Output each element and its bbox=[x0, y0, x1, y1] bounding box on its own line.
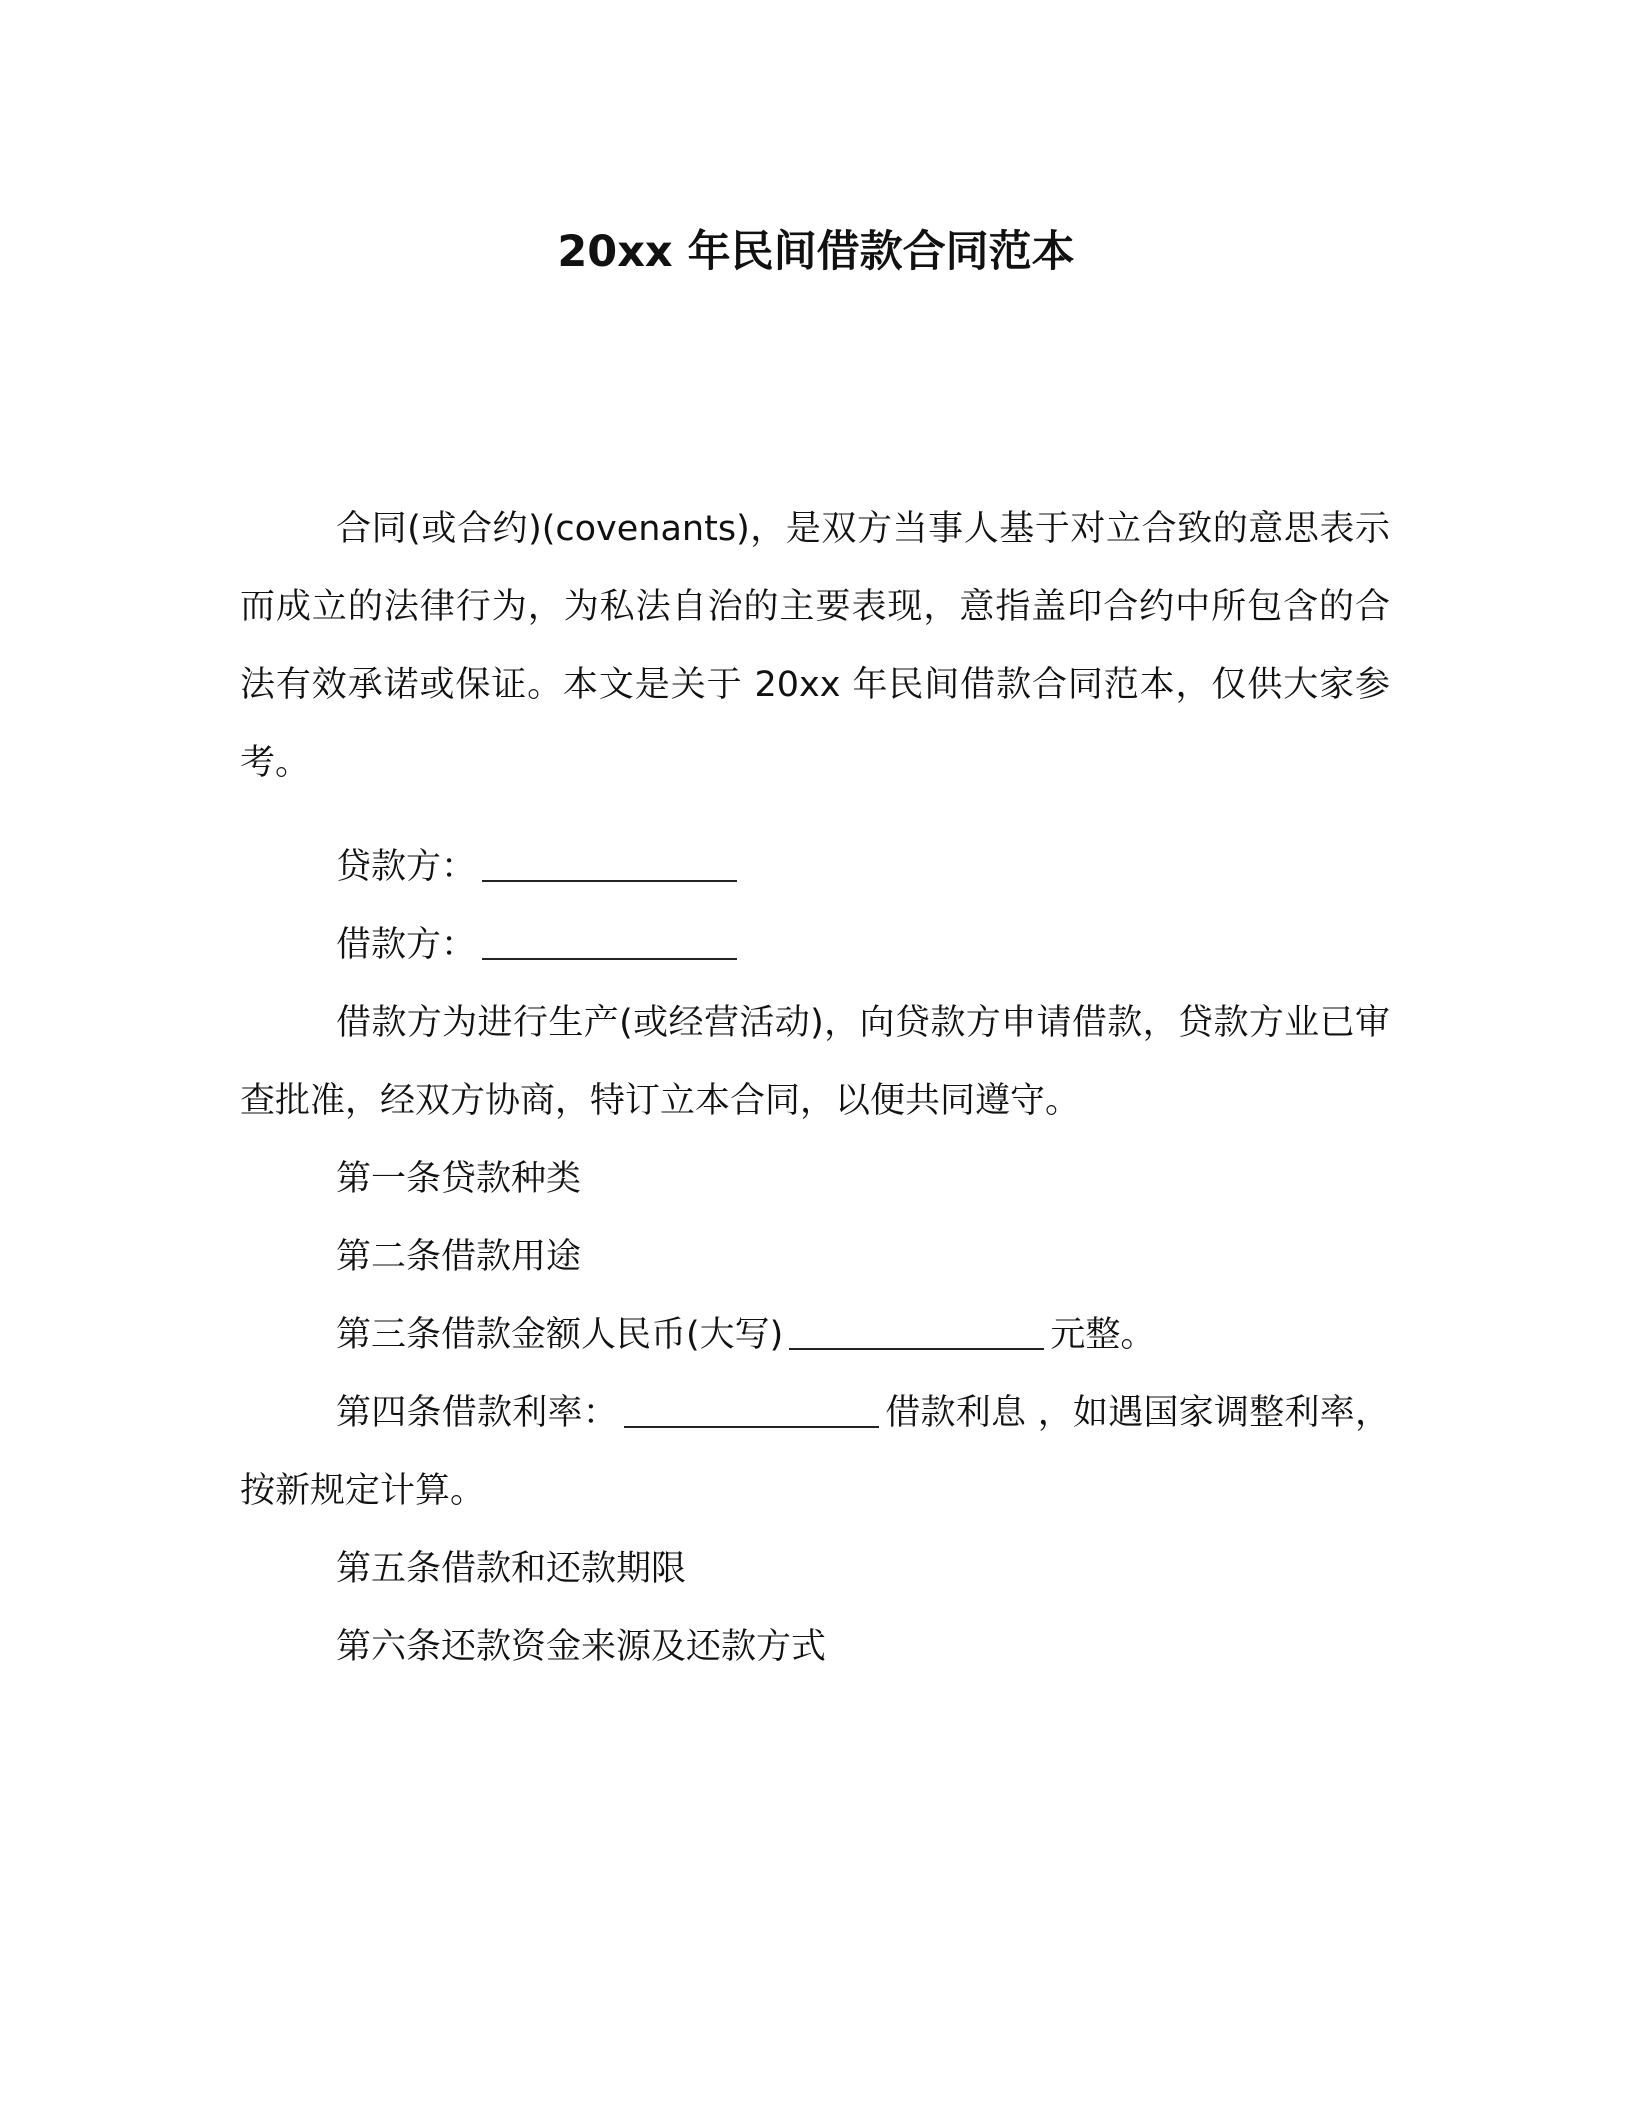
article-text: 借款用途 bbox=[441, 1237, 582, 1277]
article-text: 贷款种类 bbox=[441, 1159, 582, 1199]
article-suffix: 元整。 bbox=[1050, 1315, 1156, 1355]
article-number: 第五条 bbox=[336, 1549, 442, 1589]
article-number: 第一条 bbox=[336, 1159, 442, 1199]
rate-blank bbox=[624, 1425, 879, 1428]
document-title: 20xx 年民间借款合同范本 bbox=[557, 227, 1075, 277]
article-5 bbox=[240, 1530, 1390, 1608]
article-4 bbox=[240, 1374, 1390, 1530]
article-text: 借款利率： bbox=[441, 1393, 619, 1433]
purpose-paragraph: 借款方为进行生产(或经营活动)，向贷款方申请借款，贷款方业已审查批准，经双方协商，特订立本合同，以便共同遵守。 bbox=[240, 1003, 1390, 1121]
borrower-label: 借款方： bbox=[336, 925, 477, 965]
article-number: 第四条 bbox=[336, 1393, 442, 1433]
lender-line bbox=[240, 828, 1390, 906]
article-1 bbox=[240, 1140, 1390, 1218]
lender-blank bbox=[482, 879, 737, 882]
borrower-blank bbox=[482, 957, 737, 960]
document-body bbox=[240, 490, 1390, 1686]
intro-paragraph: 合同(或合约)(covenants)，是双方当事人基于对立合致的意思表示而成立的法律行为，为私法自治的主要表现，意指盖印合约中所包含的合法有效承诺或保证。本文是关于 20xx 年民间借款合同范本，仅供大家参考。 bbox=[240, 509, 1390, 783]
article-3 bbox=[240, 1296, 1390, 1374]
article-text: 还款资金来源及还款方式 bbox=[441, 1627, 827, 1667]
article-6 bbox=[240, 1608, 1390, 1686]
article-number: 第二条 bbox=[336, 1237, 442, 1277]
article-number: 第六条 bbox=[336, 1627, 442, 1667]
article-text: 借款金额人民币(大写) bbox=[441, 1315, 784, 1355]
lender-label: 贷款方： bbox=[336, 847, 477, 887]
article-suffix: 借款利息 ，如遇国家调整利率，按新规定计算。 bbox=[240, 1393, 1390, 1511]
article-number: 第三条 bbox=[336, 1315, 442, 1355]
article-text: 借款和还款期限 bbox=[441, 1549, 687, 1589]
article-2 bbox=[240, 1218, 1390, 1296]
borrower-line bbox=[240, 906, 1390, 984]
amount-blank bbox=[789, 1347, 1044, 1350]
